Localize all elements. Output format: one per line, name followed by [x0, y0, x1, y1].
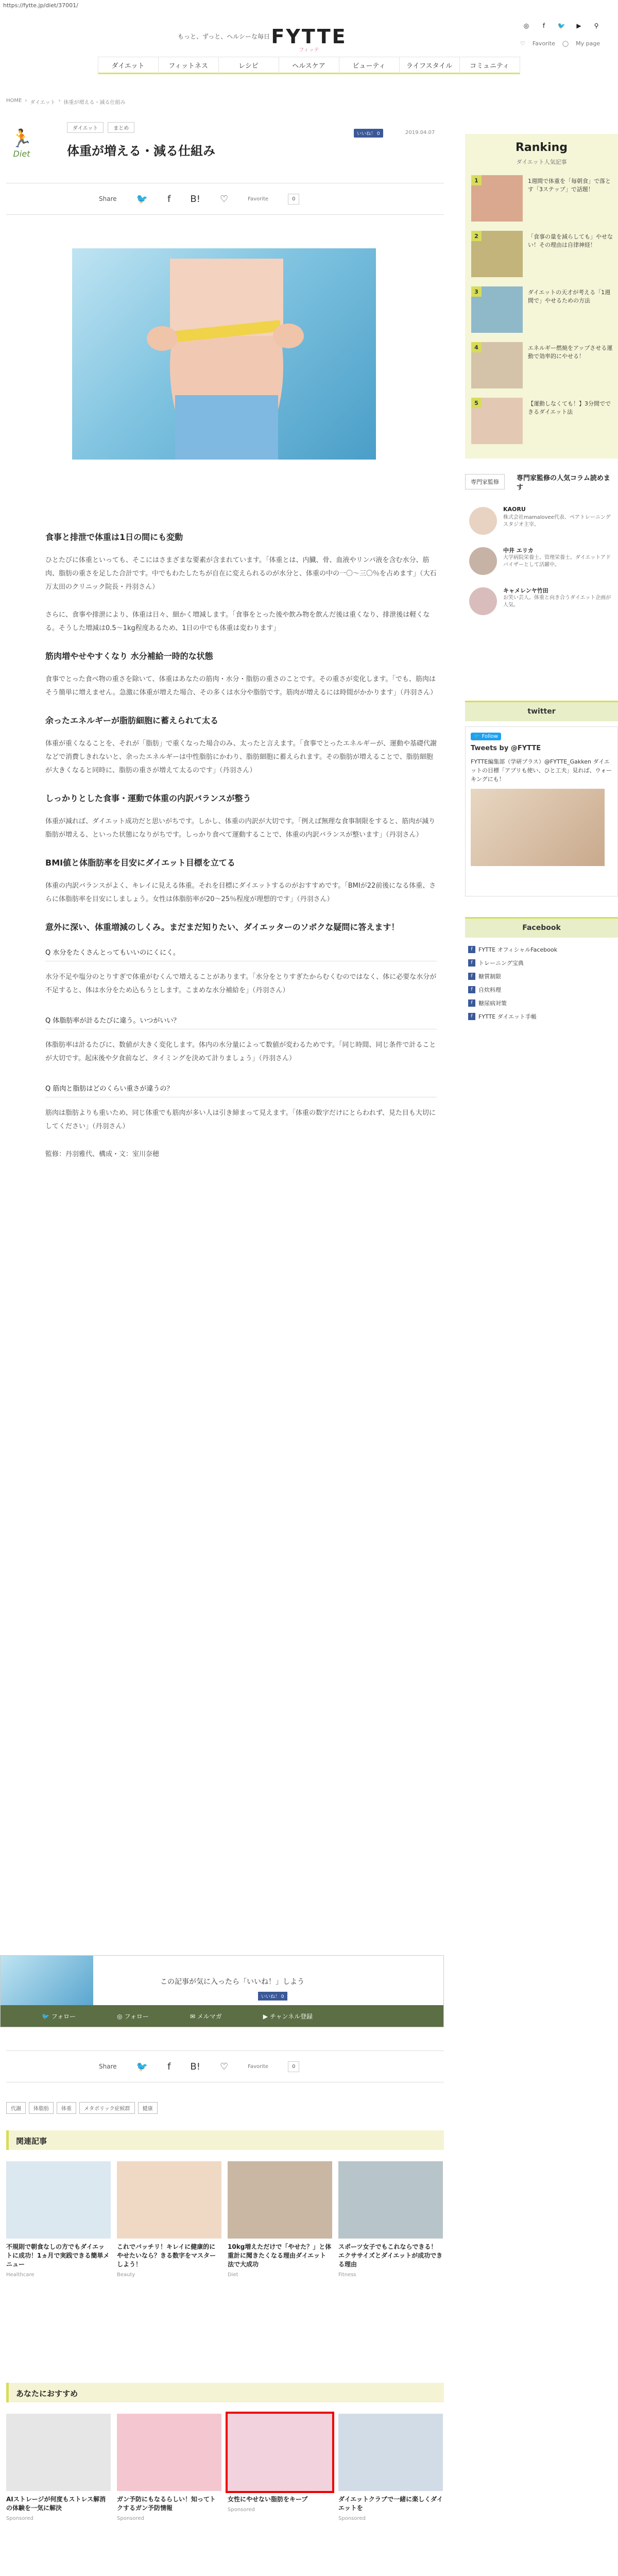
related-card-title: 10kg増えただけで「やせた？」と体重計に聞きたくなる理由ダイエット法で大成功	[228, 2243, 332, 2268]
ranking-subtitle: ダイエット人気記事	[516, 159, 567, 165]
recommend-card-meta: Sponsored	[338, 2516, 366, 2521]
facebook-link-item[interactable]	[465, 944, 618, 955]
expert-tab[interactable]: 専門家監修	[465, 474, 505, 489]
twitter-follow-label: フォロー	[51, 2012, 76, 2020]
paragraph: 水分不足や塩分のとりすぎで体重がむくんで増えることがあります。「水分をとりすぎたからむくむのではなく、体に必要な水分が不足すると、体は水分をため込もうとします。こまめな水分補給を」（丹羽さん）	[45, 973, 437, 994]
recommend-card[interactable]	[117, 2414, 221, 2521]
paragraph: 体重が重くなることを、それが「脂肪」で重くなった場合のみ、太ったと言えます。「食事でとったエネルギーが、運動や基礎代謝などで消費しきれないと、余ったエネルギーは中性脂肪にかわり、脂肪細胞に蓄えられます。その脂肪が増えることで、脂肪細胞が大きくなると同時に、脂肪の重さが増えて太るのです」（丹羽さん）	[45, 740, 437, 774]
recommend-card-image	[228, 2414, 332, 2491]
favorite-link[interactable]: Favorite	[532, 40, 555, 47]
article-hero-image	[72, 248, 376, 460]
twitter-icon[interactable]: 🐦	[557, 22, 565, 29]
ranking-item[interactable]	[471, 231, 613, 282]
site-logo[interactable]	[268, 27, 350, 53]
newsletter-label: メルマガ	[197, 2012, 222, 2020]
breadcrumb-separator: ›	[58, 98, 61, 104]
recommend-card-image	[6, 2414, 111, 2491]
expert-title: 専門家監修の人気コラム読めます	[517, 474, 610, 492]
section-heading: 余ったエネルギーが脂肪細胞に蓄えられて太る	[45, 716, 219, 725]
ranking-title: Ranking	[515, 141, 568, 154]
paragraph: 食事でとった食べ物の重さを除いて、体重はあなたの筋肉・水分・脂肪の重さのことです。その重さが変化します。「でも、筋肉はそう簡単に増えません。急激に体重が増えた場合、その多くは水分や脂肪です。筋肉が増えるには時間がかかります」（丹羽さん）	[45, 675, 437, 697]
facebook-link-label: 自炊料理	[478, 987, 501, 993]
recommend-card-meta: Sponsored	[117, 2516, 144, 2521]
breadcrumb-separator: ›	[25, 98, 27, 104]
tweet-text: FYTTE編集部（学研プラス）@FYTTE_Gakken ダイエットの目標「アプリも使い、ひと工夫」見れば、ウォーキングにも！	[471, 758, 612, 783]
nav-lifestyle[interactable]: ライフスタイル	[399, 57, 460, 74]
recommend-card-image	[338, 2414, 443, 2491]
logo-subtext: フィッテ	[299, 47, 319, 53]
recommend-card[interactable]	[338, 2414, 443, 2521]
ranking-title: エネルギー燃焼をアップさせる運動で効率的にやせる！	[528, 345, 613, 360]
share-count: 0	[288, 2061, 299, 2072]
expert-name: 中井 エリカ	[503, 547, 534, 554]
ranking-number: 5	[471, 398, 482, 408]
heart-icon: ♡	[520, 40, 525, 47]
instagram-follow-button[interactable]: ◎ フォロー	[117, 2012, 149, 2020]
ranking-panel	[465, 134, 618, 459]
article-body	[45, 531, 437, 1176]
recommend-card[interactable]	[6, 2414, 111, 2521]
facebook-link-label: トレーニング宝典	[478, 960, 524, 967]
ranking-title: 【運動しなくても！】3分間でできるダイエット法	[528, 400, 611, 415]
expert-panel	[465, 474, 618, 623]
heart-icon[interactable]: ♡	[219, 193, 229, 205]
qa-question: Q 筋肉と脂肪はどのくらい重さが違うの？	[45, 1080, 437, 1097]
facebook-share-icon[interactable]: f	[167, 193, 171, 205]
section-heading: 意外に深い、体重増減のしくみ。まだまだ知りたい、ダイエッターのソボクな疑問に答えます！	[45, 922, 400, 932]
follow-bar	[1, 2005, 443, 2027]
heart-icon[interactable]: ♡	[219, 2061, 229, 2072]
ranking-title: ダイエットの天才が考える「1週間で」やせるための方法	[528, 289, 611, 304]
facebook-link-item[interactable]	[465, 957, 618, 969]
facebook-like-button[interactable]: いいね！ 0	[354, 129, 383, 138]
section-heading: BMI値と体脂肪率を目安にダイエット目標を立てる	[45, 858, 235, 868]
facebook-link-label: 糖質制限	[478, 973, 501, 980]
paragraph: 体脂肪率は計るたびに、数値が大きく変化します。体内の水分量によって数値が変わるためです。「同じ時間、同じ条件で計ることが大切です。起床後や夕食前など、タイミングを決めて計りましょう」（丹羽さん）	[45, 1041, 436, 1062]
twitter-heading: twitter	[465, 701, 618, 721]
related-card-image	[338, 2161, 443, 2239]
related-card-title: これでバッチリ！キレイに健康的にやせたいなら？きる数字をマスターしよう！	[117, 2243, 216, 2268]
hatena-bookmark-icon[interactable]: B!	[190, 193, 200, 205]
recommend-card-title: ダイエットクラブで一緒に楽しくダイエットを	[338, 2496, 443, 2512]
paragraph: 体重が減れば、ダイエット成功だと思いがちです。しかし、体重の内訳が大切です。「例えば無理な食事制限をすると、筋肉が減り脂肪が増える、といった状態になりがちです。しっかり食べて運動することで、体重の内訳バランスが整います」（丹羽さん）	[45, 818, 436, 839]
main-nav	[52, 57, 566, 75]
related-card[interactable]	[228, 2161, 332, 2278]
like-promo-box	[0, 1955, 444, 2027]
related-card-meta: Beauty	[117, 2272, 135, 2278]
expert-description: 大学病院栄養士、管理栄養士。ダイエットアドバイザーとして活躍中。	[503, 555, 611, 568]
twitter-share-icon[interactable]: 🐦	[136, 193, 148, 205]
ranking-number: 2	[471, 231, 482, 241]
avatar	[469, 547, 497, 575]
youtube-icon[interactable]: ▶	[576, 22, 581, 29]
paragraph: 筋肉は脂肪よりも重いため、同じ体重でも筋肉が多い人は引き締まって見えます。「体重の数字だけにとらわれず、見た目も大切にしてください」（丹羽さん）	[45, 1109, 436, 1130]
tag-pill[interactable]: 健康	[138, 2102, 158, 2114]
related-card-meta: Fitness	[338, 2272, 356, 2278]
paragraph: さらに、食事や排泄により、体重は日々、細かく増減します。「食事をとった後や飲み物を飲んだ後は重くなり、排泄後は軽くなる。そうした増減は0.5〜1kg程度あるため、1日の中でも体重は変わります」	[45, 611, 430, 632]
facebook-icon: f	[468, 946, 475, 953]
qa-question: Q 体脂肪率が計るたびに違う。いつがいい？	[45, 1012, 437, 1029]
tag-pill[interactable]: 体重	[57, 2102, 76, 2114]
tag-pill[interactable]: 体脂肪	[29, 2102, 54, 2114]
mypage-link[interactable]: My page	[576, 40, 600, 47]
search-icon[interactable]: ⚲	[594, 22, 599, 29]
expert-name: KAORU	[503, 506, 526, 513]
qa-question: Q 水分をたくさんとってもいいのにくにく。	[45, 944, 437, 961]
logo-text: FYTTE	[271, 25, 347, 48]
facebook-link-item[interactable]	[465, 984, 618, 995]
article-credit: 監修：丹羽雅代、構成・文：室川奈穂	[45, 1150, 160, 1158]
promo-thumbnail	[1, 1956, 93, 2005]
facebook-icon: f	[468, 959, 475, 967]
share-bar-top	[6, 183, 444, 215]
article-header	[6, 116, 444, 182]
site-tagline: もっと、ずっと、ヘルシーな毎日	[178, 33, 270, 40]
facebook-icon[interactable]: f	[542, 22, 545, 29]
nav-beauty[interactable]: ビューティ	[339, 57, 400, 74]
related-card-image	[6, 2161, 111, 2239]
tag-pill[interactable]: 代謝	[6, 2102, 26, 2114]
twitter-timeline	[465, 726, 618, 896]
related-card-title: スポーツ女子でもこれならできる！エクササイズとダイエットが成功できる理由	[338, 2243, 443, 2268]
facebook-icon: f	[468, 1013, 475, 1020]
paragraph: 体重の内訳バランスがよく、キレイに見える体重。それを目標にダイエットするのがおすすめです。「BMIが22前後になる体重、さらに体脂肪率を目安にしましょう。女性は体脂肪率が20〜25％程度が理想的です」（丹羽さん）	[45, 882, 436, 903]
instagram-follow-label: フォロー	[124, 2012, 149, 2020]
hatena-bookmark-icon[interactable]: B!	[190, 2061, 200, 2072]
ranking-title: 1週間で体重を「毎朝食」で落とす「3ステップ」で話題！	[528, 178, 611, 193]
recommend-card-title: ガン予防にもなるらしい！知ってトクするガン予防情報	[117, 2496, 216, 2512]
expert-item[interactable]	[465, 585, 618, 621]
related-heading: 関連記事	[6, 2130, 444, 2150]
expert-item[interactable]	[465, 545, 618, 581]
running-person-icon: 🏃	[10, 128, 33, 149]
twitter-share-icon[interactable]: 🐦	[136, 2061, 148, 2072]
facebook-heading: Facebook	[465, 917, 618, 938]
related-card-meta: Diet	[228, 2272, 238, 2278]
ranking-item[interactable]	[471, 398, 613, 449]
url-bar[interactable]: https://fytte.jp/diet/37001/	[0, 0, 618, 11]
avatar	[469, 587, 497, 615]
article-title: 体重が増える・減る仕組み	[67, 144, 215, 158]
related-card-image	[117, 2161, 221, 2239]
share-count: 0	[288, 194, 299, 205]
youtube-subscribe-label: チャンネル登録	[269, 2012, 313, 2020]
recommend-card-title: AIストレージが何度もストレス解消の体験を一気に解決	[6, 2496, 106, 2512]
nav-fitness[interactable]: フィットネス	[158, 57, 219, 74]
share-label: Share	[99, 195, 117, 202]
recommend-card-title: 女性にやせない脂肪をキープ	[228, 2496, 308, 2503]
section-heading: しっかりとした食事・運動で体重の内訳バランスが整う	[45, 793, 251, 803]
newsletter-button[interactable]: ✉ メルマガ	[190, 2012, 222, 2020]
facebook-icon: f	[468, 999, 475, 1007]
favorite-label[interactable]: Favorite	[248, 196, 269, 202]
ranking-item[interactable]	[471, 286, 613, 338]
nav-community[interactable]: コミュニティ	[459, 57, 520, 74]
article-tag[interactable]: ダイエット	[67, 122, 104, 133]
facebook-icon: f	[468, 986, 475, 993]
section-heading: 筋肉増やせやすくなり 水分補給一時的な状態	[45, 651, 213, 661]
breadcrumb-home[interactable]: HOME	[6, 98, 22, 104]
recommend-card[interactable]	[228, 2414, 332, 2521]
promo-like-button[interactable]: いいね！ 0	[258, 1992, 287, 2001]
facebook-link-label: 糖尿病対策	[478, 1000, 507, 1007]
section-heading: 食事と排泄で体重は1日の間にも変動	[45, 532, 183, 542]
expert-name: キャメレンヤ竹田	[503, 587, 548, 594]
nav-diet[interactable]: ダイエット	[98, 57, 159, 74]
ranking-item[interactable]	[471, 175, 613, 227]
share-label: Share	[99, 2063, 117, 2070]
category-badge	[6, 128, 37, 159]
article-tags	[67, 122, 134, 133]
related-cards	[6, 2161, 444, 2278]
paragraph: ひとたびに体重といっても、そこにはさまざまな要素が含まれています。「体重とは、内臓、骨、血液やリンパ液を含む水分、筋肉、脂肪の重さを足した合計です。中でもわたしたちが自在に変えられるのが水分と、体重の中の一〇〜三〇％を占めます」（大石万太田のクリニック院長・丹羽さん）	[45, 556, 437, 591]
facebook-icon: f	[468, 973, 475, 980]
breadcrumb-current: 体重が増える・減る仕組み	[63, 100, 126, 106]
instagram-icon[interactable]: ◎	[523, 22, 529, 29]
facebook-link-item[interactable]	[465, 997, 618, 1009]
expert-description: 株式会社mamalovee代表、ペアトレーニングスタジオ主宰。	[503, 515, 611, 528]
ranking-title: 「食事の量を減らしても」やせない！その理由は自律神経！	[528, 233, 613, 248]
ranking-item[interactable]	[471, 342, 613, 394]
nav-healthcare[interactable]: ヘルスケア	[279, 57, 339, 74]
article-tag[interactable]: まとめ	[108, 122, 134, 133]
ranking-number: 3	[471, 286, 482, 297]
promo-text: この記事が気に入ったら「いいね！」しよう	[160, 1978, 304, 1986]
ranking-number: 4	[471, 342, 482, 352]
follow-twitter-button[interactable]: 🐦 Follow	[471, 733, 501, 740]
recommend-card-meta: Sponsored	[6, 2516, 33, 2521]
article-date: 2019.04.07	[405, 130, 435, 135]
breadcrumb	[6, 98, 126, 106]
related-card-image	[228, 2161, 332, 2239]
ranking-number: 1	[471, 175, 482, 185]
related-card[interactable]	[338, 2161, 443, 2278]
share-bar-bottom	[6, 2050, 444, 2082]
facebook-link-label: FYTTE オフィシャルFacebook	[478, 946, 557, 953]
recommend-heading: あなたにおすすめ	[6, 2383, 444, 2402]
avatar	[469, 507, 497, 535]
recommend-cards	[6, 2414, 444, 2521]
tweet-image	[471, 789, 605, 866]
header-user-links	[520, 40, 600, 47]
related-card[interactable]	[6, 2161, 111, 2278]
hero-illustration	[72, 248, 376, 460]
recommend-card-meta: Sponsored	[228, 2507, 255, 2513]
facebook-link-item[interactable]	[465, 971, 618, 982]
category-label: Diet	[13, 149, 30, 159]
header-social-icons	[520, 20, 603, 32]
recommend-card-image	[117, 2414, 221, 2491]
twitter-follow-button[interactable]: 🐦 フォロー	[42, 2012, 76, 2020]
related-card[interactable]	[117, 2161, 221, 2278]
tag-pill[interactable]: メタボリック症候群	[79, 2102, 135, 2114]
user-icon: ◯	[562, 40, 569, 47]
facebook-link-item[interactable]	[465, 1011, 618, 1022]
youtube-subscribe-button[interactable]: ▶ チャンネル登録	[263, 2012, 313, 2020]
facebook-share-icon[interactable]: f	[167, 2061, 171, 2072]
article-tag-list	[6, 2102, 158, 2114]
breadcrumb-category[interactable]: ダイエット	[30, 100, 56, 106]
nav-recipe[interactable]: レシピ	[218, 57, 279, 74]
facebook-link-label: FYTTE ダイエット手帳	[478, 1013, 537, 1020]
tweets-from: Tweets by @FYTTE	[471, 744, 541, 752]
expert-item[interactable]	[465, 505, 618, 541]
favorite-label[interactable]: Favorite	[248, 2063, 269, 2070]
related-card-title: 不規則で朝食なしの方でもダイエットに成功！1ヵ月で実践できる簡単メニュー	[6, 2243, 110, 2268]
related-card-meta: Healthcare	[6, 2272, 35, 2278]
expert-description: お笑い芸人。体重と向き合うダイエット企画が人気。	[503, 595, 611, 608]
